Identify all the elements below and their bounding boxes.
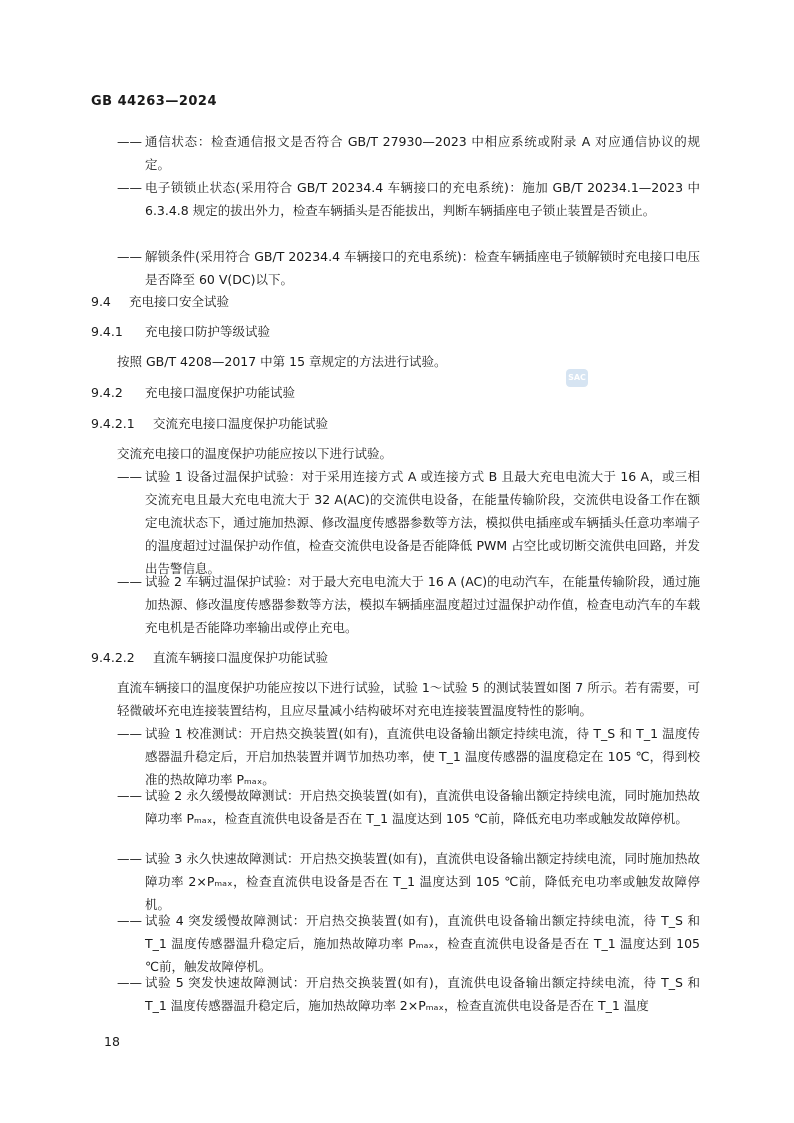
list-item-text: 解锁条件(采用符合 GB/T 20234.4 车辆接口的充电系统)：检查车辆插座电子锁解锁时充电接口电压是否降至 60 V(DC)以下。 bbox=[145, 249, 700, 287]
section-title: 交流充电接口温度保护功能试验 bbox=[152, 416, 328, 431]
list-item-text: 试验 1 校准测试：开启热交换装置(如有)，直流供电设备输出额定持续电流，待 T_S 和 T_1 温度传感器温升稳定后，开启加热装置并调节加热功率，使 T_1 温度传感器的温度稳定在 105 ℃，得到校准的热故障功率 Pₘₐₓ。 bbox=[145, 726, 700, 787]
dash: —— bbox=[117, 975, 142, 990]
dash: —— bbox=[117, 469, 142, 484]
list-item bbox=[117, 909, 700, 978]
list-item bbox=[117, 176, 700, 222]
section-number: 9.4 bbox=[91, 294, 111, 309]
list-item bbox=[117, 847, 700, 916]
section-number: 9.4.2.2 bbox=[91, 650, 135, 665]
list-item-text: 电子锁锁止状态(采用符合 GB/T 20234.4 车辆接口的充电系统)：施加 GB/T 20234.1—2023 中 6.3.4.8 规定的拔出外力，检查车辆插头是否能拔出，判断车辆插座电子锁止装置是否锁止。 bbox=[145, 180, 700, 218]
section-number: 9.4.1 bbox=[91, 324, 123, 339]
list-item bbox=[117, 722, 700, 791]
section-title: 充电接口防护等级试验 bbox=[144, 324, 270, 339]
dash: —— bbox=[117, 913, 142, 928]
dash: —— bbox=[117, 134, 142, 149]
section-heading-9-4-1 bbox=[91, 322, 270, 342]
page-number: 18 bbox=[104, 1034, 120, 1049]
paragraph: 按照 GB/T 4208—2017 中第 15 章规定的方法进行试验。 bbox=[117, 354, 447, 369]
dash: —— bbox=[117, 574, 142, 589]
list-item-text: 试验 1 设备过温保护试验：对于采用连接方式 A 或连接方式 B 且最大充电电流大于 16 A，或三相交流充电且最大充电电流大于 32 A(AC)的交流供电设备，在能量传输阶段，交流供电设备工作在额定电流状态下，通过施加热源、修改温度传感器参数等方法，模拟供电插座或车辆插头任意功率端子的温度超过过温保护动作值，检查交流供电设备是否能降低 PWM 占空比或切断交流供电回路，并发出告警信息。 bbox=[145, 469, 700, 576]
section-heading-9-4-2-2 bbox=[91, 648, 328, 668]
section-title: 直流车辆接口温度保护功能试验 bbox=[152, 650, 328, 665]
list-item bbox=[117, 971, 700, 1017]
list-item-text: 试验 2 车辆过温保护试验：对于最大充电电流大于 16 A (AC)的电动汽车，在能量传输阶段，通过施加热源、修改温度传感器参数等方法，模拟车辆插座温度超过过温保护动作值，检查电动汽车的车载充电机是否能降功率输出或停止充电。 bbox=[145, 574, 700, 635]
dash: —— bbox=[117, 851, 142, 866]
dash: —— bbox=[117, 249, 142, 264]
list-item-text: 试验 4 突发缓慢故障测试：开启热交换装置(如有)，直流供电设备输出额定持续电流，待 T_S 和 T_1 温度传感器温升稳定后，施加热故障功率 Pₘₐₓ，检查直流供电设备是否在 T_1 温度达到 105 ℃前，触发故障停机。 bbox=[145, 913, 700, 974]
section-number: 9.4.2.1 bbox=[91, 416, 135, 431]
paragraph: 直流车辆接口的温度保护功能应按以下进行试验，试验 1～试验 5 的测试装置如图 7 所示。若有需要，可轻微破坏充电连接装置结构，且应尽量减小结构破坏对充电连接装置温度特性的影响。 bbox=[117, 680, 700, 718]
list-item bbox=[117, 245, 700, 291]
dash: —— bbox=[117, 788, 142, 803]
list-item-text: 试验 5 突发快速故障测试：开启热交换装置(如有)，直流供电设备输出额定持续电流，待 T_S 和 T_1 温度传感器温升稳定后，施加热故障功率 2×Pₘₐₓ，检查直流供电设备是否在 T_1 温度 bbox=[145, 975, 700, 1013]
list-item bbox=[117, 784, 700, 830]
section-number: 9.4.2 bbox=[91, 385, 123, 400]
standard-number: GB 44263—2024 bbox=[91, 94, 218, 109]
list-item-text: 试验 3 永久快速故障测试：开启热交换装置(如有)，直流供电设备输出额定持续电流，同时施加热故障功率 2×Pₘₐₓ，检查直流供电设备是否在 T_1 温度达到 105 ℃前，降低充电功率或触发故障停机。 bbox=[145, 851, 700, 912]
list-item bbox=[117, 130, 700, 176]
section-heading-9-4 bbox=[91, 292, 229, 312]
list-item-text: 通信状态：检查通信报文是否符合 GB/T 27930—2023 中相应系统或附录 A 对应通信协议的规定。 bbox=[145, 134, 700, 172]
dash: —— bbox=[117, 180, 142, 195]
section-title: 充电接口温度保护功能试验 bbox=[144, 385, 295, 400]
list-item-text: 试验 2 永久缓慢故障测试：开启热交换装置(如有)，直流供电设备输出额定持续电流，同时施加热故障功率 Pₘₐₓ，检查直流供电设备是否在 T_1 温度达到 105 ℃前，降低充电功率或触发故障停机。 bbox=[145, 788, 700, 826]
list-item bbox=[117, 570, 700, 639]
dash: —— bbox=[117, 726, 142, 741]
section-title: 充电接口安全试验 bbox=[128, 294, 229, 309]
sac-watermark-logo: SAC bbox=[566, 369, 588, 387]
section-heading-9-4-2-1 bbox=[91, 414, 328, 434]
paragraph: 交流充电接口的温度保护功能应按以下进行试验。 bbox=[117, 446, 393, 461]
section-heading-9-4-2 bbox=[91, 383, 295, 403]
list-item bbox=[117, 465, 700, 580]
